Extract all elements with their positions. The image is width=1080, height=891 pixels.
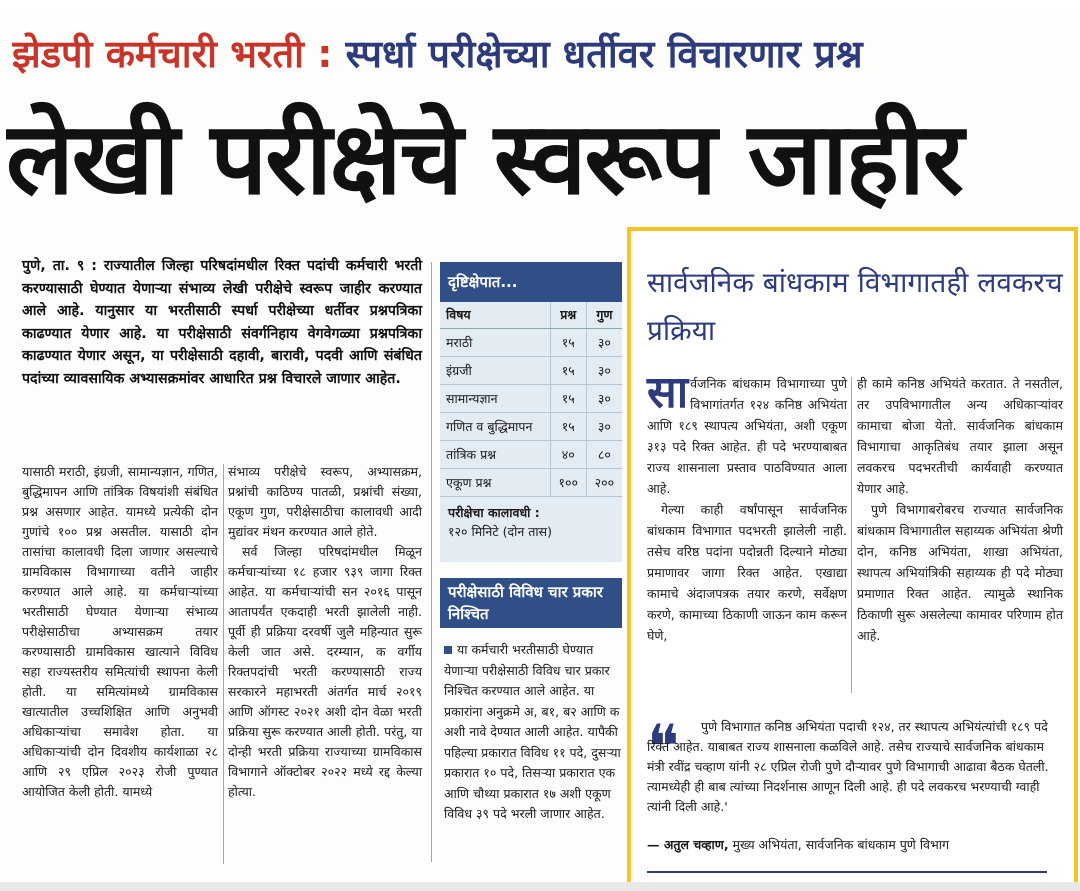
pwd-paragraph: गेल्या काही वर्षांपासून सार्वजनिक बांधकाम विभागात पदभरती झालेली नाही. तसेच वरिष्ठ पदांना पदोन्नती दिल्याने मोठ्या प्रमाणावर जागा रिक्त आहेत. एखाद्या कामाचे अंदाजपत्रक तयार करणे, सर्वेक्षण करणे, कामाच्या ठिकाणी जाऊन काम करून घेणे, xyxy=(647,502,847,643)
table-cell: गणित व बुद्धिमापन xyxy=(440,412,550,440)
quote-text: पुणे विभागात कनिष्ठ अभियंता पदाची १२४, तर स्थापत्य अभियंत्यांची १८९ पदे रिक्त आहेत. याबाबत राज्य शासनाला कळविले आहे. तसेच राज्याचे सार्वजनिक बांधकाम मंत्री रवींद्र चव्हाण यांनी २८ एप्रिल रोजी पुणे दौऱ्यावर पुणे विभागाची आढावा बैठक घेतली. त्यामध्येही ही बाब त्यांच्या निदर्शनास आणून दिली आहे. ही पदे लवकरच भरण्याची ग्वाही त्यांनी दिली आहे.' xyxy=(647,719,1049,814)
top-edge xyxy=(0,0,1080,10)
table-row xyxy=(440,356,622,384)
table-row xyxy=(440,468,622,496)
table-cell: सामान्यज्ञान xyxy=(440,384,550,412)
quote-author: — अतुल चव्हाण, xyxy=(647,837,729,852)
column-header: गुण xyxy=(586,302,622,328)
at-a-glance-box xyxy=(440,262,622,562)
pwd-column-1 xyxy=(647,367,847,695)
exam-duration-label: परीक्षेचा कालावधी : xyxy=(448,504,540,520)
article-paragraph: सर्व जिल्हा परिषदांमधील मिळून कर्मचाऱ्यांच्या १८ हजार ९३९ जागा रिक्त आहेत. या कर्मचाऱ्यांची सन २०१६ पासून आतापर्यंत एकदाही भरती झालेली नाही. पूर्वी ही प्रक्रिया दरवर्षी जुलै महिन्यात सुरू केली जात असे. दरम्यान, क वर्गीय रिक्तपदांची भरती करण्यासाठी राज्य सरकारने महाभरती अंतर्गत मार्च २०१९ आणि ऑगस्ट २०२१ अशी दोन वेळा भरती प्रक्रिया सुरू करण्यात आली होती. परंतु, या दोन्ही भरती प्रक्रिया राज्याच्या ग्रामविकास विभागाने ऑक्टोबर २०२२ मध्ये रद्द केल्या होत्या. xyxy=(228,544,422,799)
bottom-edge xyxy=(0,882,1080,891)
table-cell: १५ xyxy=(550,356,586,384)
table-cell: १५ xyxy=(550,328,586,356)
quote-underline xyxy=(647,871,1047,873)
table-cell: मराठी xyxy=(440,328,550,356)
column-header: प्रश्न xyxy=(550,302,586,328)
marks-table xyxy=(440,302,622,497)
table-cell: २०० xyxy=(586,468,622,496)
drop-cap: सा xyxy=(647,367,689,418)
pwd-paragraph: ही कामे कनिष्ठ अभियंते करतात. ते नसतील, तर उपविभागातील अन्य अधिकाऱ्यांवर कामाचा बोजा येतो. सार्वजनिक बांधकाम विभागाचा आकृतिबंध तयार झाला असून लवकरच पदभरतीची कार्यवाही करण्यात येणार आहे. xyxy=(857,376,1063,496)
table-cell: १५ xyxy=(550,412,586,440)
table-cell: ८० xyxy=(586,440,622,468)
table-row xyxy=(440,328,622,356)
article-column-2 xyxy=(228,462,422,872)
table-cell: एकूण प्रश्न xyxy=(440,468,550,496)
table-cell: १५ xyxy=(550,384,586,412)
lead-paragraph: पुणे, ता. ९ : राज्यातील जिल्हा परिषदांमधील रिक्त पदांची कर्मचारी भरती करण्यासाठी घेण्यात येणाऱ्या संभाव्य लेखी परीक्षेचे स्वरूप जाहीर करण्यात आले आहे. यानुसार या भरतीसाठी स्पर्धा परीक्षेच्या धर्तीवर प्रश्नपत्रिका काढण्यात येणार आहे. या परीक्षेसाठी संवर्गनिहाय वेगवेगळ्या प्रश्नपत्रिका काढण्यात येणार असून, या परीक्षेसाठी दहावी, बारावी, पदवी आणि संबंधित पदांच्या व्यावसायिक अभ्यासक्रमांवर आधारित प्रश्न विचारले जाणार आहेत. xyxy=(22,258,422,387)
exam-duration-value: १२० मिनिटे (दोन तास) xyxy=(448,523,552,539)
quote-mark-icon: ❝ xyxy=(647,712,680,782)
kicker-red: झेडपी कर्मचारी भरती xyxy=(12,32,304,76)
table-cell: ३० xyxy=(586,412,622,440)
article-column-1 xyxy=(22,462,218,872)
four-categories-heading: परीक्षेसाठी विविध चार प्रकार निश्चित xyxy=(440,578,622,628)
kicker-blue: स्पर्धा परीक्षेच्या धर्तीवर विचारणार प्रश्न xyxy=(345,32,863,76)
table-header-row xyxy=(440,302,622,328)
pwd-paragraph xyxy=(647,367,847,499)
table-row xyxy=(440,384,622,412)
table-cell: ४० xyxy=(550,440,586,468)
quote-attribution xyxy=(647,835,1061,855)
at-a-glance-heading: दृष्टिक्षेपात... xyxy=(440,262,622,302)
table-cell: १०० xyxy=(550,468,586,496)
table-cell: ३० xyxy=(586,328,622,356)
pwd-paragraph: पुणे विभागाबरोबरच राज्यात सार्वजनिक बांधकाम विभागातील सहाय्यक अभियंता श्रेणी दोन, कनिष्ठ अभियंता, शाखा अभियंता, स्थापत्य अभियांत्रिकी सहाय्यक ही पदे मोठ्या प्रमाणात रिक्त आहेत. त्यामुळे स्थानिक ठिकाणी सुरू असलेल्या कामावर परिणाम होत आहे. xyxy=(857,502,1063,643)
pwd-heading: सार्वजनिक बांधकाम विभागातही लवकरच प्रक्रिया xyxy=(647,266,1063,347)
article-paragraph: संभाव्य परीक्षेचे स्वरूप, अभ्यासक्रम, प्रश्नांची काठिण्य पातळी, प्रश्नांची संख्या, एकूण गुण, परीक्षेसाठीचा कालावधी आदी मुद्यांवर मंथन करण्यात आले होते. xyxy=(228,464,422,539)
quote-author-role: मुख्य अभियंता, सार्वजनिक बांधकाम पुणे विभाग xyxy=(728,837,950,852)
kicker-headline xyxy=(12,22,1042,86)
table-cell: तांत्रिक प्रश्न xyxy=(440,440,550,468)
pwd-paragraph-text: र्वजनिक बांधकाम विभागाच्या पुणे विभागांतर्गत १२४ कनिष्ठ अभियंता आणि १८९ स्थापत्य अभियंता, अशी एकूण ३१३ पदे रिक्त आहेत. ही पदे भरण्याबाबत राज्य शासनाला प्रस्ताव पाठविण्यात आला आहे. xyxy=(647,376,847,496)
main-headline: लेखी परीक्षेचे स्वरूप जाहीर xyxy=(6,100,962,217)
pwd-column-2 xyxy=(857,373,1063,695)
column-divider xyxy=(223,464,224,864)
article-paragraph: यासाठी मराठी, इंग्रजी, सामान्यज्ञान, गणित, बुद्धिमापन आणि तांत्रिक विषयांशी संबंधित प्रश्न असणार आहेत. यामध्ये प्रत्येकी दोन गुणांचे १०० प्रश्न असतील. यासाठी दोन तासांचा कालावधी दिला जाणार असल्याचे ग्रामविकास विभागाच्या वतीने जाहीर करण्यात आले आहे. या कर्मचाऱ्यांच्या भरतीसाठी घेण्यात येणाऱ्या संभाव्य परीक्षेसाठीचा अभ्यासक्रम तयार करण्यासाठी ग्रामविकास खात्याने विविध सहा राज्यस्तरीय समित्यांची स्थापना केली होती. या समित्यांमध्ये ग्रामविकास खात्यातील उच्चशिक्षित आणि अनुभवी अधिकाऱ्यांचा समावेश होता. या अधिकाऱ्यांची दोन दिवशीय कार्यशाळा २८ आणि २९ एप्रिल २०२३ रोजी पुण्यात आयोजित केली होती. यामध्ये xyxy=(22,464,218,799)
kicker-colon: : xyxy=(303,32,346,76)
four-categories-text: या कर्मचारी भरतीसाठी घेण्यात येणाऱ्या परीक्षेसाठी विविध चार प्रकार निश्चित करण्यात आले आहेत. या प्रकारांना अनुक्रमे अ, ब१, ब२ आणि क अशी नावे देण्यात आली आहेत. यापैकी पहिल्या प्रकारात विविध ११ पदे, दुसऱ्या प्रकारात १० पदे, तिसऱ्या प्रकारात एक आणि चौथ्या प्रकारात १७ अशी एकूण विविध ३९ पदे भरली जाणार आहेत. xyxy=(444,642,621,821)
four-categories-body xyxy=(444,640,622,865)
table-row xyxy=(440,440,622,468)
column-divider xyxy=(431,262,432,862)
square-bullet-icon xyxy=(444,646,452,654)
table-row xyxy=(440,412,622,440)
table-cell: इंग्रजी xyxy=(440,356,550,384)
column-divider xyxy=(851,377,852,693)
table-cell: ३० xyxy=(586,356,622,384)
exam-duration xyxy=(440,497,622,541)
column-header: विषय xyxy=(440,302,550,328)
quote-block xyxy=(647,712,1061,867)
pwd-highlight-box xyxy=(627,227,1078,886)
table-cell: ३० xyxy=(586,384,622,412)
